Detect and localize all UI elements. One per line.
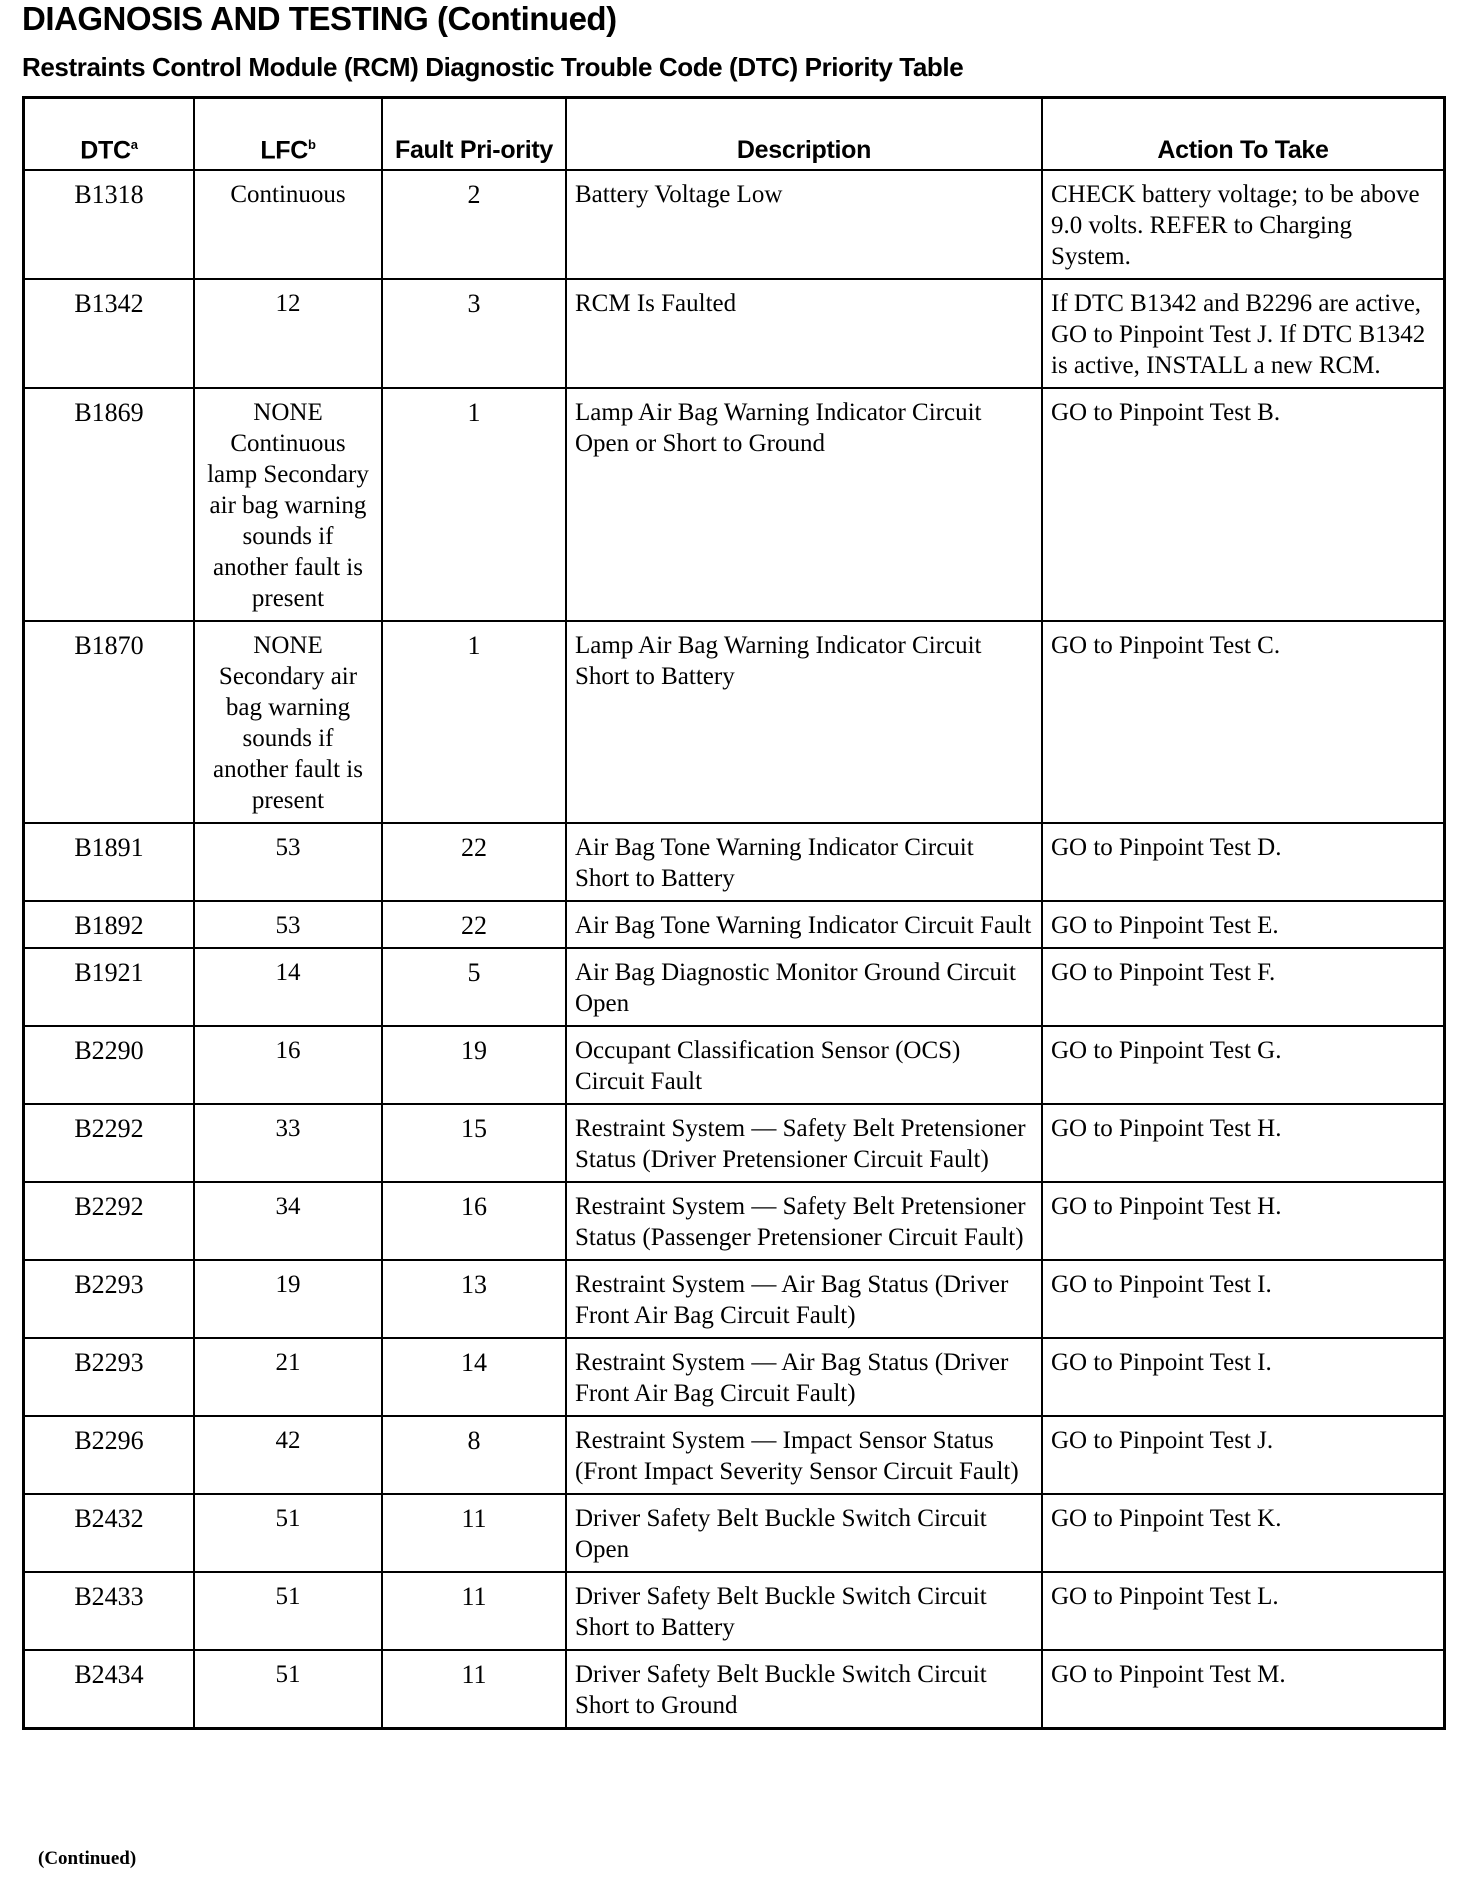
action-cell: GO to Pinpoint Test I. [1042, 1338, 1445, 1416]
lfc-cell: 53 [194, 901, 382, 948]
table-row [24, 1026, 1445, 1104]
footnote-marker-b: b [308, 136, 316, 152]
table-row [24, 170, 1445, 279]
action-cell: GO to Pinpoint Test J. [1042, 1416, 1445, 1494]
action-cell: CHECK battery voltage; to be above 9.0 volts. REFER to Charging System. [1042, 170, 1445, 279]
lfc-cell: 16 [194, 1026, 382, 1104]
dtc-cell: B2293 [24, 1338, 195, 1416]
action-cell: GO to Pinpoint Test D. [1042, 823, 1445, 901]
dtc-cell: B1869 [24, 388, 195, 621]
action-cell: GO to Pinpoint Test G. [1042, 1026, 1445, 1104]
lfc-cell: 53 [194, 823, 382, 901]
dtc-cell: B2434 [24, 1650, 195, 1729]
description-cell: Battery Voltage Low [566, 170, 1042, 279]
table-row [24, 621, 1445, 823]
action-cell: GO to Pinpoint Test I. [1042, 1260, 1445, 1338]
description-cell: Restraint System — Safety Belt Pretensioner Status (Driver Pretensioner Circuit Fault) [566, 1104, 1042, 1182]
dtc-cell: B1318 [24, 170, 195, 279]
lfc-cell: 14 [194, 948, 382, 1026]
description-cell: Driver Safety Belt Buckle Switch Circuit Open [566, 1494, 1042, 1572]
fault-priority-cell: 11 [382, 1650, 566, 1729]
fault-priority-cell: 19 [382, 1026, 566, 1104]
description-cell: Restraint System — Safety Belt Pretensioner Status (Passenger Pretensioner Circuit Fault) [566, 1182, 1042, 1260]
lfc-cell: NONE Continuous lamp Secondary air bag warning sounds if another fault is present [194, 388, 382, 621]
description-cell: RCM Is Faulted [566, 279, 1042, 388]
fault-priority-cell: 8 [382, 1416, 566, 1494]
header-lfc [194, 98, 382, 171]
description-cell: Restraint System — Air Bag Status (Driver Front Air Bag Circuit Fault) [566, 1338, 1042, 1416]
lfc-cell: 19 [194, 1260, 382, 1338]
description-cell: Air Bag Diagnostic Monitor Ground Circuit Open [566, 948, 1042, 1026]
action-cell: GO to Pinpoint Test H. [1042, 1182, 1445, 1260]
footnote-marker-a: a [130, 136, 138, 152]
fault-priority-cell: 3 [382, 279, 566, 388]
fault-priority-cell: 13 [382, 1260, 566, 1338]
action-cell: GO to Pinpoint Test L. [1042, 1572, 1445, 1650]
dtc-cell: B2432 [24, 1494, 195, 1572]
action-cell: GO to Pinpoint Test M. [1042, 1650, 1445, 1729]
fault-priority-cell: 15 [382, 1104, 566, 1182]
description-cell: Air Bag Tone Warning Indicator Circuit Fault [566, 901, 1042, 948]
action-cell: If DTC B1342 and B2296 are active, GO to Pinpoint Test J. If DTC B1342 is active, INSTALL a new RCM. [1042, 279, 1445, 388]
table-row [24, 1182, 1445, 1260]
lfc-cell: 33 [194, 1104, 382, 1182]
dtc-cell: B1921 [24, 948, 195, 1026]
description-cell: Driver Safety Belt Buckle Switch Circuit Short to Ground [566, 1650, 1042, 1729]
lfc-cell: 51 [194, 1494, 382, 1572]
lfc-cell: Continuous [194, 170, 382, 279]
description-cell: Occupant Classification Sensor (OCS) Circuit Fault [566, 1026, 1042, 1104]
dtc-cell: B1870 [24, 621, 195, 823]
fault-priority-cell: 2 [382, 170, 566, 279]
header-fault-priority: Fault Pri-ority [382, 98, 566, 171]
table-row [24, 279, 1445, 388]
header-action: Action To Take [1042, 98, 1445, 171]
lfc-cell: 12 [194, 279, 382, 388]
dtc-cell: B2292 [24, 1182, 195, 1260]
table-row [24, 1494, 1445, 1572]
action-cell: GO to Pinpoint Test K. [1042, 1494, 1445, 1572]
header-dtc-label: DTC [80, 136, 131, 164]
table-row [24, 1416, 1445, 1494]
table-header-row [24, 98, 1445, 171]
table-row [24, 901, 1445, 948]
fault-priority-cell: 11 [382, 1572, 566, 1650]
dtc-cell: B1342 [24, 279, 195, 388]
lfc-cell: 51 [194, 1650, 382, 1729]
dtc-cell: B2293 [24, 1260, 195, 1338]
lfc-cell: 21 [194, 1338, 382, 1416]
description-cell: Restraint System — Impact Sensor Status (Front Impact Severity Sensor Circuit Fault) [566, 1416, 1042, 1494]
dtc-cell: B2290 [24, 1026, 195, 1104]
dtc-cell: B2292 [24, 1104, 195, 1182]
description-cell: Lamp Air Bag Warning Indicator Circuit Short to Battery [566, 621, 1042, 823]
lfc-cell: 34 [194, 1182, 382, 1260]
header-lfc-label: LFC [260, 136, 309, 164]
table-row [24, 388, 1445, 621]
dtc-cell: B2296 [24, 1416, 195, 1494]
fault-priority-cell: 16 [382, 1182, 566, 1260]
fault-priority-cell: 22 [382, 901, 566, 948]
fault-priority-cell: 1 [382, 621, 566, 823]
lfc-cell: NONE Secondary air bag warning sounds if another fault is present [194, 621, 382, 823]
action-cell: GO to Pinpoint Test E. [1042, 901, 1445, 948]
table-row [24, 1572, 1445, 1650]
dtc-cell: B2433 [24, 1572, 195, 1650]
description-cell: Driver Safety Belt Buckle Switch Circuit Short to Battery [566, 1572, 1042, 1650]
lfc-cell: 51 [194, 1572, 382, 1650]
action-cell: GO to Pinpoint Test B. [1042, 388, 1445, 621]
header-description: Description [566, 98, 1042, 171]
table-title: Restraints Control Module (RCM) Diagnostic Trouble Code (DTC) Priority Table [22, 52, 964, 82]
description-cell: Restraint System — Air Bag Status (Driver Front Air Bag Circuit Fault) [566, 1260, 1042, 1338]
dtc-cell: B1892 [24, 901, 195, 948]
table-row [24, 1260, 1445, 1338]
table-body [24, 170, 1445, 1729]
action-cell: GO to Pinpoint Test C. [1042, 621, 1445, 823]
dtc-priority-table [22, 96, 1446, 1730]
table-row [24, 1650, 1445, 1729]
description-cell: Air Bag Tone Warning Indicator Circuit Short to Battery [566, 823, 1042, 901]
fault-priority-cell: 1 [382, 388, 566, 621]
action-cell: GO to Pinpoint Test H. [1042, 1104, 1445, 1182]
header-dtc [24, 98, 195, 171]
lfc-cell: 42 [194, 1416, 382, 1494]
table-row [24, 1104, 1445, 1182]
table-row [24, 1338, 1445, 1416]
table-row [24, 948, 1445, 1026]
dtc-cell: B1891 [24, 823, 195, 901]
table-row [24, 823, 1445, 901]
action-cell: GO to Pinpoint Test F. [1042, 948, 1445, 1026]
page-title: DIAGNOSIS AND TESTING (Continued) [22, 0, 617, 37]
fault-priority-cell: 11 [382, 1494, 566, 1572]
fault-priority-cell: 5 [382, 948, 566, 1026]
fault-priority-cell: 22 [382, 823, 566, 901]
continued-note: (Continued) [38, 1848, 137, 1869]
fault-priority-cell: 14 [382, 1338, 566, 1416]
description-cell: Lamp Air Bag Warning Indicator Circuit Open or Short to Ground [566, 388, 1042, 621]
